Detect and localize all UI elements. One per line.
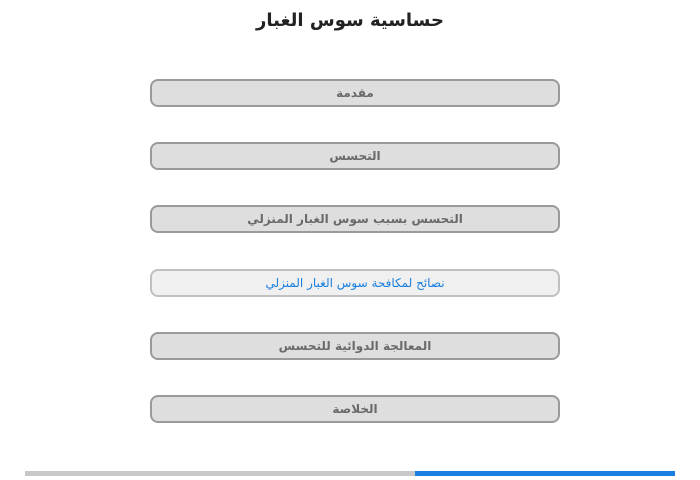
progress-bar-fill xyxy=(415,471,675,476)
section-menu xyxy=(150,79,560,458)
page-title: حساسية سوس الغبار xyxy=(256,10,444,31)
progress-bar xyxy=(25,471,675,476)
menu-button-drug-treatment[interactable]: المعالجة الدوائية للتحسس xyxy=(150,332,560,360)
menu-button-introduction[interactable]: مقدمة xyxy=(150,79,560,107)
menu-button-conclusion[interactable]: الخلاصة xyxy=(150,395,560,423)
menu-button-dust-mite-allergy[interactable]: التحسس بسبب سوس الغبار المنزلي xyxy=(150,205,560,233)
menu-button-dust-mite-control-tips[interactable]: نصائح لمكافحة سوس الغبار المنزلي xyxy=(150,269,560,297)
menu-button-allergy[interactable]: التحسس xyxy=(150,142,560,170)
